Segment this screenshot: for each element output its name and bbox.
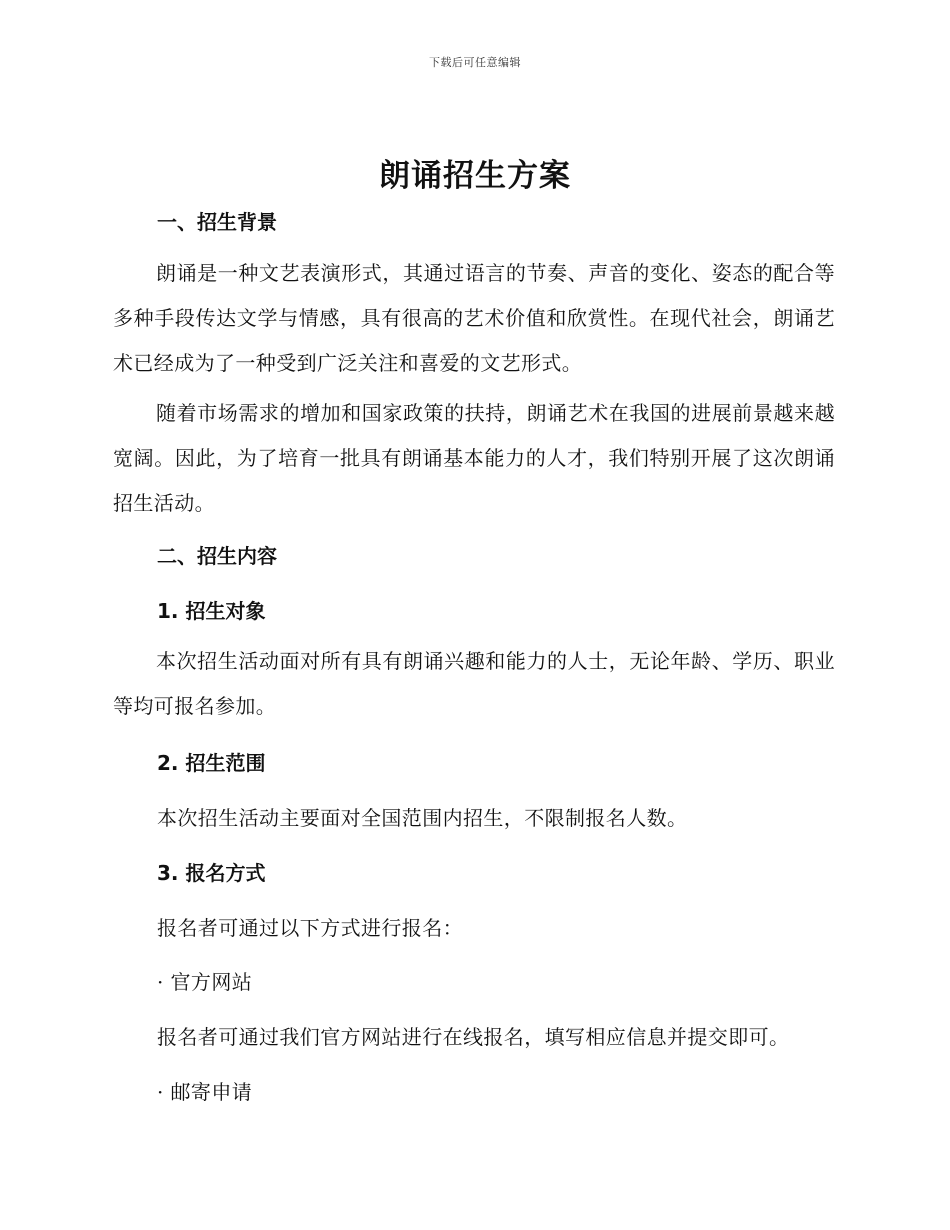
document-title: 朗诵招生方案 <box>379 158 571 194</box>
section-heading-content: 二、招生内容 <box>157 544 277 568</box>
method-intro: 报名者可通过以下方式进行报名： <box>157 916 463 940</box>
website-paragraph: 报名者可通过我们官方网站进行在线报名，填写相应信息并提交即可。 <box>157 1025 790 1049</box>
subheading-target: 1. 招生对象 <box>157 599 266 623</box>
list-item-mail: · 邮寄申请 <box>157 1080 253 1104</box>
section-heading-background: 一、招生背景 <box>157 210 277 234</box>
subheading-method: 3. 报名方式 <box>157 861 266 885</box>
page-header-note: 下载后可任意编辑 <box>429 56 521 69</box>
background-paragraph-2: 随着市场需求的增加和国家政策的扶持，朗诵艺术在我国的进展前景越来越宽阔。因此，为了培育一批具有朗诵基本能力的人才，我们特别开展了这次朗诵招生活动。 <box>113 401 835 515</box>
scope-paragraph: 本次招生活动主要面对全国范围内招生，不限制报名人数。 <box>157 806 688 830</box>
subheading-scope: 2. 招生范围 <box>157 751 266 775</box>
list-item-website: · 官方网站 <box>157 970 253 994</box>
background-paragraph-1: 朗诵是一种文艺表演形式，其通过语言的节奏、声音的变化、姿态的配合等多种手段传达文学与情感，具有很高的艺术价值和欣赏性。在现代社会，朗诵艺术已经成为了一种受到广泛关注和喜爱的文艺形式。 <box>113 261 835 375</box>
target-paragraph: 本次招生活动面对所有具有朗诵兴趣和能力的人士，无论年龄、学历、职业等均可报名参加。 <box>113 649 835 718</box>
